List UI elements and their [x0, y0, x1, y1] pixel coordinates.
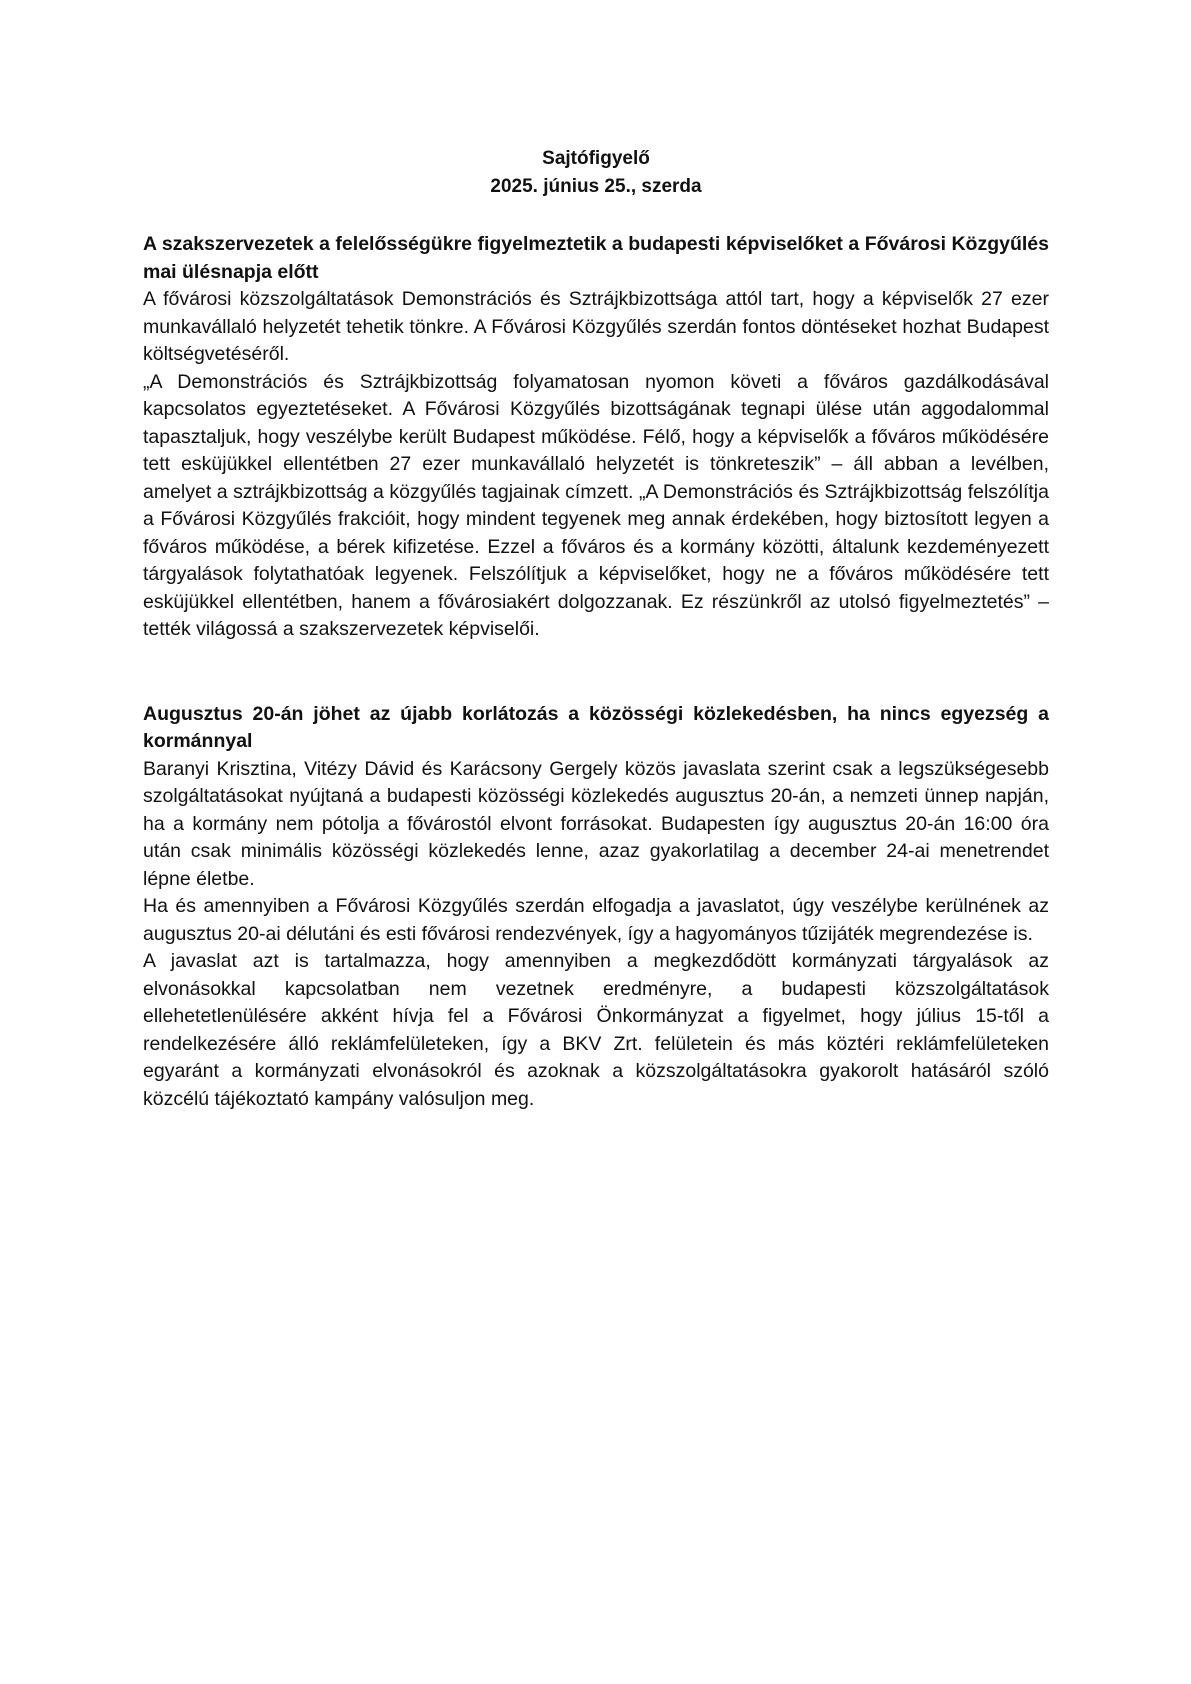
article-paragraph: A fővárosi közszolgáltatások Demonstrációs és Sztrájkbizottsága attól tart, hogy a képviselők 27 ezer munkavállaló helyzetét tehetik tönkre. A Fővárosi Közgyűlés szerdán fontos döntéseket hozhat Budapest költségvetéséről. [143, 288, 1049, 365]
document-page [143, 145, 1049, 1113]
document-title: Sajtófigyelő [542, 148, 650, 169]
document-date: 2025. június 25., szerda [490, 176, 702, 197]
article-headline: A szakszervezetek a felelősségükre figyelmeztetik a budapesti képviselőket a Fővárosi Közgyűlés mai ülésnapja előtt [143, 233, 1049, 283]
article-2 [143, 701, 1049, 1114]
article-paragraph: Ha és amennyiben a Fővárosi Közgyűlés szerdán elfogadja a javaslatot, úgy veszélybe kerülnének az augusztus 20-ai délutáni és esti fővárosi rendezvények, így a hagyományos tűzijáték megrendezése is. [143, 895, 1049, 945]
article-paragraph: Baranyi Krisztina, Vitézy Dávid és Karácsony Gergely közös javaslata szerint csak a legszükségesebb szolgáltatásokat nyújtaná a budapesti közösségi közlekedés augusztus 20-án, a nemzeti ünnep napján, ha a kormány nem pótolja a fővárostól elvont forrásokat. Budapesten így augusztus 20-án 16:00 óra után csak minimális közösségi közlekedés lenne, azaz gyakorlatilag a december 24-ai menetrendet lépne életbe. [143, 757, 1049, 890]
article-paragraph: „A Demonstrációs és Sztrájkbizottság folyamatosan nyomon követi a főváros gazdálkodásával kapcsolatos egyeztetéseket. A Fővárosi Közgyűlés bizottságának tegnapi ülése után aggodalommal tapasztaljuk, hogy veszélybe került Budapest működése. Félő, hogy a képviselők a főváros működésére tett esküjükkel ellentétben 27 ezer munkavállaló helyzetét is tönkreteszik” – áll abban a levélben, amelyet a sztrájkbizottság a közgyűlés tagjainak címzett. „A Demonstrációs és Sztrájkbizottság felszólítja a Fővárosi Közgyűlés frakcióit, hogy mindent tegyenek meg annak érdekében, hogy biztosított legyen a főváros működése, a bérek kifizetése. Ezzel a főváros és a kormány közötti, általunk kezdeményezett tárgyalások folytathatóak legyenek. Felszólítjuk a képviselőket, hogy ne a főváros működésére tett esküjükkel ellentétben, hanem a fővárosiakért dolgozzanak. Ez részünkről az utolsó figyelmeztetés” – tették világossá a szakszervezetek képviselői. [143, 370, 1049, 640]
article-paragraph: A javaslat azt is tartalmazza, hogy amennyiben a megkezdődött kormányzati tárgyalások az elvonásokkal kapcsolatban nem vezetnek eredményre, a budapesti közszolgáltatások ellehetetlenülésére akként hívja fel a Fővárosi Önkormányzat a figyelmet, hogy július 15-től a rendelkezésére álló reklámfelületeken, így a BKV Zrt. felületein és más köztéri reklámfelületeken egyaránt a kormányzati elvonásokról és azoknak a közszolgáltatásokra gyakorolt hatásáról szóló közcélú tájékoztató kampány valósuljon meg. [143, 950, 1049, 1110]
masthead [143, 145, 1049, 201]
article-headline: Augusztus 20-án jöhet az újabb korlátozás a közösségi közlekedésben, ha nincs egyezség a kormánnyal [143, 702, 1049, 752]
article-1 [143, 231, 1049, 644]
